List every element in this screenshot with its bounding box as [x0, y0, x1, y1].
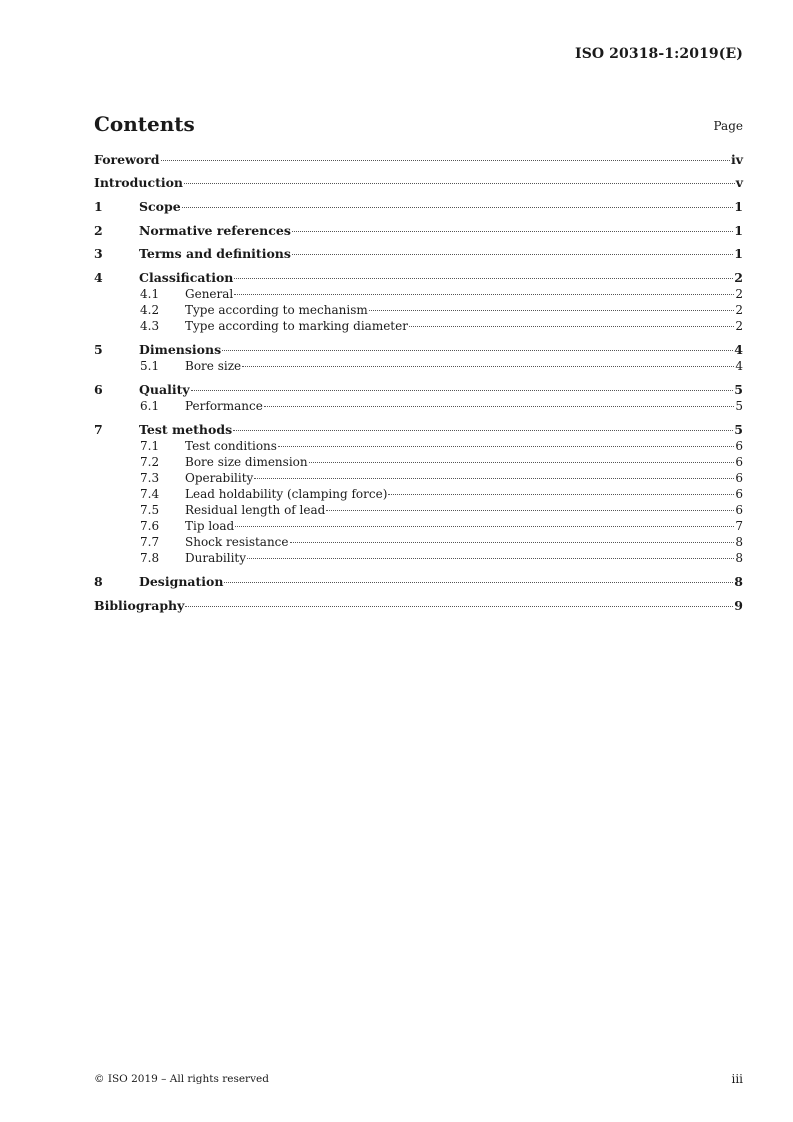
toc-entry-page: 8	[735, 551, 743, 565]
toc-entry-page: 5	[735, 399, 743, 413]
toc-entry-number: 7	[94, 422, 103, 437]
toc-entry[interactable]	[94, 502, 743, 518]
toc-entry-number: 5	[94, 342, 103, 357]
toc-entry[interactable]	[94, 438, 743, 454]
toc-entry[interactable]	[94, 454, 743, 470]
dot-leader	[242, 366, 734, 367]
toc-entry-number: 8	[94, 574, 103, 589]
toc-entry-page: 6	[735, 487, 743, 501]
toc-entry-title: Performance	[185, 399, 263, 413]
dot-leader	[247, 558, 734, 559]
toc-entry[interactable]	[94, 318, 743, 334]
toc-entry-number: 4	[94, 270, 103, 285]
dot-leader	[184, 183, 735, 184]
toc-entry[interactable]	[94, 302, 743, 318]
toc-entry-number: 7.8	[140, 551, 160, 565]
dot-leader	[309, 462, 735, 463]
toc-entry-number: 4.3	[140, 319, 160, 333]
dot-leader	[388, 494, 734, 495]
toc-entry-title: Foreword	[94, 152, 160, 167]
toc-entry-number: 5.1	[140, 359, 160, 373]
toc-entry-number: 7.3	[140, 471, 160, 485]
toc-entry-page: 6	[735, 503, 743, 517]
toc-entry-title: General	[185, 287, 234, 301]
toc-entry-title: Dimensions	[139, 342, 222, 357]
toc-entry-page: 6	[735, 471, 743, 485]
toc-entry-title: Terms and definitions	[139, 246, 291, 261]
toc-entry-page: 2	[735, 287, 743, 301]
toc-entry[interactable]	[94, 534, 743, 550]
toc-entry[interactable]	[94, 550, 743, 566]
toc-entry[interactable]	[94, 358, 743, 374]
toc-entry-title: Bore size dimension	[185, 455, 308, 469]
dot-leader	[234, 278, 733, 279]
toc-entry-number: 2	[94, 223, 103, 238]
toc-entry-page: 1	[734, 223, 743, 238]
dot-leader	[292, 231, 733, 232]
toc-entry-page: v	[735, 175, 743, 190]
toc-entry-title: Durability	[185, 551, 247, 565]
toc-entry[interactable]	[94, 286, 743, 302]
dot-leader	[409, 326, 734, 327]
toc-entry-page: 5	[734, 422, 743, 437]
toc-entry-page: 9	[734, 598, 743, 613]
dot-leader	[254, 478, 734, 479]
toc-entry-page: 8	[734, 574, 743, 589]
toc-entry-number: 7.6	[140, 519, 160, 533]
dot-leader	[235, 526, 734, 527]
dot-leader	[222, 350, 733, 351]
toc-entry-number: 1	[94, 199, 103, 214]
toc-entry-page: 1	[734, 199, 743, 214]
toc-entry[interactable]	[94, 486, 743, 502]
copyright-notice: © ISO 2019 – All rights reserved	[94, 1073, 269, 1085]
toc-entry-title: Quality	[139, 382, 190, 397]
dot-leader	[369, 310, 735, 311]
toc-entry-number: 6	[94, 382, 103, 397]
toc-entry-title: Bibliography	[94, 598, 185, 613]
dot-leader	[326, 510, 734, 511]
toc-entry-page: 5	[734, 382, 743, 397]
toc-entry[interactable]	[94, 598, 743, 614]
dot-leader	[182, 207, 734, 208]
toc-entry-title: Bore size	[185, 359, 242, 373]
dot-leader	[290, 542, 735, 543]
toc-entry-number: 7.2	[140, 455, 160, 469]
toc-entry[interactable]	[94, 246, 743, 262]
toc-entry-page: 2	[735, 303, 743, 317]
contents-heading: Contents	[94, 112, 195, 136]
toc-entry-title: Introduction	[94, 175, 184, 190]
dot-leader	[292, 254, 733, 255]
toc-entry[interactable]	[94, 422, 743, 438]
toc-entry-page: 6	[735, 455, 743, 469]
toc-entry-page: 6	[735, 439, 743, 453]
toc-entry-title: Type according to marking diameter	[185, 319, 408, 333]
dot-leader	[161, 160, 730, 161]
toc-entry-title: Scope	[139, 199, 181, 214]
toc-entry-title: Lead holdability (clamping force)	[185, 487, 388, 501]
toc-entry-title: Shock resistance	[185, 535, 289, 549]
toc-entry-number: 6.1	[140, 399, 160, 413]
toc-entry-page: 1	[734, 246, 743, 261]
dot-leader	[185, 606, 733, 607]
toc-entry-number: 7.7	[140, 535, 160, 549]
dot-leader	[233, 430, 733, 431]
dot-leader	[224, 582, 733, 583]
toc-entry-title: Type according to mechanism	[185, 303, 368, 317]
toc-entry[interactable]	[94, 518, 743, 534]
toc-entry[interactable]	[94, 223, 743, 239]
toc-entry[interactable]	[94, 382, 743, 398]
toc-entry-title: Designation	[139, 574, 224, 589]
toc-entry-title: Residual length of lead	[185, 503, 326, 517]
toc-entry-page: 7	[735, 519, 743, 533]
toc-entry-title: Normative references	[139, 223, 291, 238]
toc-entry[interactable]	[94, 270, 743, 286]
toc-entry-title: Test methods	[139, 422, 233, 437]
document-id: ISO 20318-1:2019(E)	[575, 46, 743, 62]
toc-entry[interactable]	[94, 342, 743, 358]
dot-leader	[264, 406, 735, 407]
toc-entry[interactable]	[94, 175, 743, 191]
dot-leader	[234, 294, 734, 295]
toc-entry[interactable]	[94, 574, 743, 590]
toc-entry-page: 2	[734, 270, 743, 285]
toc-entry-title: Classification	[139, 270, 234, 285]
toc-entry[interactable]	[94, 199, 743, 215]
page-column-label: Page	[713, 119, 743, 133]
page-number: iii	[731, 1072, 743, 1086]
toc-entry-number: 4.1	[140, 287, 160, 301]
toc-entry-number: 7.5	[140, 503, 160, 517]
toc-entry-page: 8	[735, 535, 743, 549]
toc-entry-title: Operability	[185, 471, 254, 485]
dot-leader	[278, 446, 734, 447]
toc-entry[interactable]	[94, 152, 743, 168]
toc-entry-title: Test conditions	[185, 439, 277, 453]
toc-entry-title: Tip load	[185, 519, 235, 533]
toc-entry-number: 7.4	[140, 487, 160, 501]
toc-entry-page: 4	[734, 342, 743, 357]
toc-entry-page: 2	[735, 319, 743, 333]
toc-entry-page: iv	[730, 152, 743, 167]
toc-entry-number: 4.2	[140, 303, 160, 317]
toc-entry[interactable]	[94, 398, 743, 414]
toc-entry-page: 4	[735, 359, 743, 373]
dot-leader	[191, 390, 734, 391]
toc-entry-number: 7.1	[140, 439, 160, 453]
toc-entry-number: 3	[94, 246, 103, 261]
toc-entry[interactable]	[94, 470, 743, 486]
